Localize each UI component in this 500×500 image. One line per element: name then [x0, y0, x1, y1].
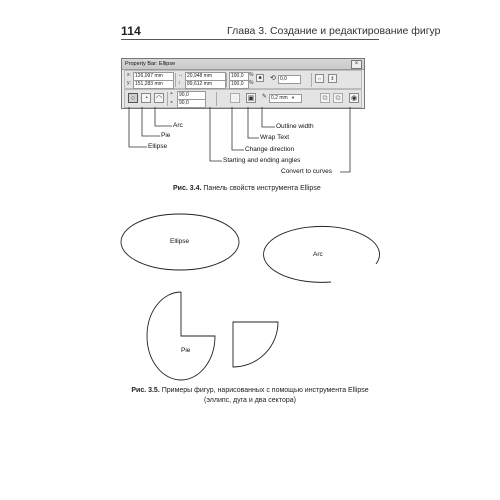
ellipse-label: Ellipse: [170, 238, 190, 245]
end-angle-field[interactable]: 90,0: [177, 99, 206, 108]
end-angle-icon: ◒: [170, 99, 174, 105]
height-icon: ↕: [178, 80, 181, 86]
callout-outline-width: Outline width: [276, 123, 314, 130]
arc-mode-button[interactable]: ◠: [155, 95, 163, 102]
callout-pie: Pie: [161, 132, 171, 139]
pie-label: Pie: [181, 347, 191, 354]
figure-caption-3-5-line-2: (эллипс, дуга и два сектора): [204, 397, 296, 404]
pie-shape-2: [233, 322, 278, 367]
callout-convert-to-curves: Convert to curves: [281, 168, 332, 175]
outline-pen-icon: ✎: [262, 94, 268, 100]
property-bar-title: Property Bar: Ellipse: [122, 59, 364, 70]
to-front-icon[interactable]: ⧉: [320, 93, 330, 103]
lock-ratio-icon[interactable]: ■: [256, 74, 264, 82]
scale-y-field[interactable]: 100,0: [229, 80, 249, 89]
to-back-icon[interactable]: ⧉: [333, 93, 343, 103]
change-direction-button[interactable]: ◌: [230, 93, 240, 103]
convert-to-curves-button[interactable]: ◉: [350, 95, 358, 102]
close-icon[interactable]: ×: [351, 60, 362, 69]
ellipse-mode-button[interactable]: ○: [128, 93, 138, 103]
y-label: y:: [127, 80, 131, 86]
page-number: 114: [121, 24, 141, 38]
width-icon: ↔: [178, 72, 183, 78]
mirror-vertical-icon[interactable]: ⇕: [328, 74, 337, 83]
callout-arc: Arc: [173, 122, 183, 129]
callout-change-direction: Change direction: [245, 146, 295, 153]
callout-angles: Starting and ending angles: [223, 157, 301, 164]
chapter-title: Глава 3. Создание и редактирование фигур: [227, 25, 441, 37]
pie-mode-button[interactable]: ◔: [141, 93, 151, 103]
width-field[interactable]: 20,948 mm: [185, 72, 226, 81]
rotation-icon: ⟲: [270, 75, 276, 82]
rotation-field[interactable]: 0,0: [278, 75, 301, 84]
figure-label: Рис. 3.5.: [131, 387, 160, 394]
figure-label: Рис. 3.4.: [173, 185, 202, 192]
figure-text-line-1: Примеры фигур, нарисованных с помощью инструмента Ellipse: [161, 387, 369, 394]
figure-text: Панель свойств инструмента Ellipse: [203, 185, 321, 192]
height-field[interactable]: 89,612 mm: [185, 80, 226, 89]
x-label: x:: [127, 72, 131, 78]
percent-label: %: [249, 80, 254, 86]
chevron-down-icon[interactable]: ▼: [291, 95, 295, 100]
y-position-field[interactable]: 151,283 mm: [133, 80, 174, 89]
start-angle-field[interactable]: 90,0: [177, 91, 206, 100]
percent-label: %: [249, 72, 254, 78]
callout-ellipse: Ellipse: [148, 143, 168, 150]
wrap-text-button[interactable]: ▣: [247, 95, 255, 102]
callout-wrap-text: Wrap Text: [260, 134, 290, 141]
start-angle-icon: ◓: [170, 91, 174, 97]
outline-width-select[interactable]: 0,2 mm: [269, 94, 302, 103]
arc-label: Arc: [313, 251, 323, 258]
figure-caption-3-5: [100, 387, 400, 394]
scale-x-field[interactable]: 100,0: [229, 72, 249, 81]
mirror-horizontal-icon[interactable]: ⇔: [317, 76, 322, 82]
x-position-field[interactable]: 126,097 mm: [133, 72, 174, 81]
pie-shape-1: [147, 292, 215, 380]
